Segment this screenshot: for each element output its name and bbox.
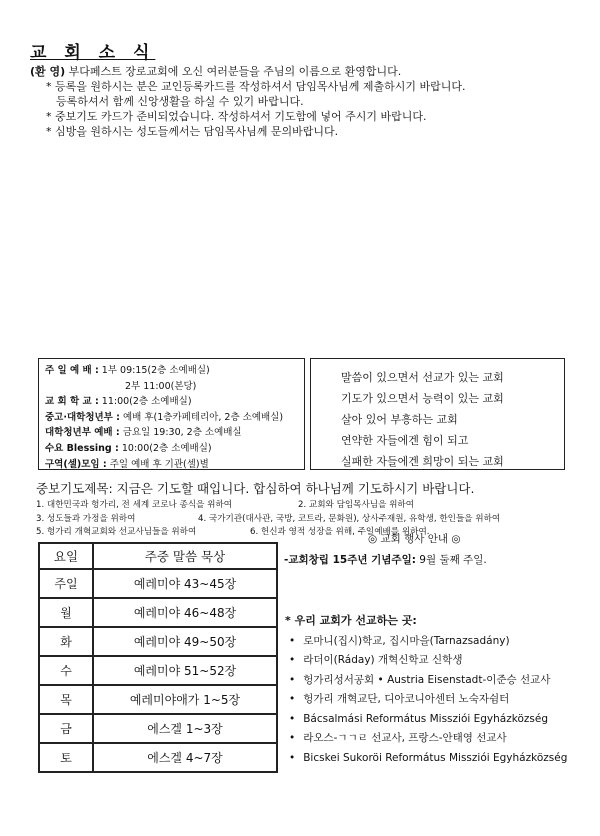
schedule-row — [45, 363, 298, 379]
welcome-label: (환 영) — [30, 65, 66, 78]
news-bullet: * 중보기도 카드가 준비되었습니다. 작성하셔서 기도함에 넣어 주시기 바랍니다. — [46, 110, 427, 123]
table-row — [39, 714, 277, 743]
schedule-text: 1부 09:15(2층 소예배실) — [101, 365, 210, 376]
church-motto-box — [310, 358, 565, 470]
schedule-label: 주 일 예 배 : — [45, 365, 99, 376]
schedule-label: 구역(셀)모임 : — [45, 458, 107, 470]
day-cell: 목 — [39, 685, 93, 714]
list-item: • 라오스-ㄱㄱㄹ 선교사, 프랑스-안태영 선교사 — [285, 729, 595, 749]
list-item: • 헝가리 개혁교단, 디아코니아센터 노숙자쉼터 — [285, 690, 595, 710]
prayer-item: 2. 교회와 담임목사님을 위하여 — [298, 500, 415, 510]
motto-line: 말씀이 있으면서 선교가 있는 교회 — [341, 371, 504, 384]
day-cell: 수 — [39, 656, 93, 685]
prayer-item: 5. 헝가리 개혁교회와 선교사님들을 위하여 — [36, 527, 197, 537]
schedule-row — [45, 457, 298, 473]
list-item: • Bácsalmási Református Missziói Egyházközség — [285, 710, 595, 730]
event-label: -교회창립 15주년 기념주일: — [284, 554, 416, 566]
day-cell: 금 — [39, 714, 93, 743]
table-header-row — [39, 543, 277, 569]
schedule-text: 10:00(2층 소예배실) — [121, 442, 212, 454]
prayer-text: 지금은 기도할 때입니다. 합심하여 하나님께 기도하시기 바랍니다. — [116, 481, 475, 496]
schedule-label: 중고·대학청년부 : — [45, 411, 120, 423]
news-section — [30, 64, 590, 139]
table-row — [39, 656, 277, 685]
day-cell: 월 — [39, 598, 93, 627]
prayer-items — [36, 499, 596, 540]
day-cell: 화 — [39, 627, 93, 656]
prayer-item: 3. 성도들과 가정을 위하여 — [36, 513, 136, 524]
news-bullet: 등록하셔서 함께 신앙생활을 하실 수 있기 바랍니다. — [56, 95, 304, 108]
table-row — [39, 685, 277, 714]
passage-cell: 에스겔 1~3장 — [93, 714, 277, 743]
list-item: • 로마니(집시)학교, 집시마을(Tarnazsadány) — [285, 632, 595, 652]
passage-cell: 예레미야애가 1~5장 — [93, 685, 277, 714]
prayer-label: 중보기도제목: — [36, 481, 113, 496]
news-title: 교 회 소 식 — [30, 43, 156, 63]
bible-reading-table — [38, 542, 278, 773]
header-passage: 주중 말씀 묵상 — [93, 543, 277, 569]
passage-cell: 예레미야 46~48장 — [93, 598, 277, 627]
passage-cell: 예레미야 49~50장 — [93, 627, 277, 656]
passage-cell: 에스겔 4~7장 — [93, 743, 277, 772]
day-cell: 주일 — [39, 569, 93, 598]
worship-schedule-box — [38, 358, 305, 470]
welcome-text: 부다페스트 장로교회에 오신 여러분들을 주님의 이름으로 환영합니다. — [68, 65, 402, 78]
prayer-item-row — [36, 499, 596, 513]
prayer-item: 1. 대한민국과 헝가리, 전 세계 코로나 종식을 위하여 — [36, 500, 233, 510]
list-item: • 헝가리성서공회 • Austria Eisenstadt-이준승 선교사 — [285, 671, 595, 691]
news-bullet: * 등록을 원하시는 분은 교인등록카드를 작성하셔서 담임목사님께 제출하시기 바랍니다. — [46, 80, 466, 93]
schedule-text: 주일 예배 후 기관(셀)별 — [109, 458, 209, 470]
schedule-label: 대학청년부 예배 : — [45, 427, 120, 439]
motto-line: 연약한 자들에겐 힘이 되고 — [341, 434, 469, 447]
prayer-item: 6. 헌신과 영적 성장을 위해, 주일예배를 위하여. — [250, 527, 430, 537]
schedule-text: 2부 11:00(본당) — [125, 380, 197, 392]
schedule-label: 교 회 학 교 : — [45, 396, 99, 408]
schedule-text: 금요일 19:30, 2층 소예배실 — [122, 427, 242, 439]
day-cell: 토 — [39, 743, 93, 772]
motto-line: 기도가 있으면서 능력이 있는 교회 — [341, 392, 504, 405]
welcome-line — [30, 64, 590, 79]
header-day: 요일 — [39, 543, 93, 569]
schedule-row — [45, 425, 298, 441]
schedule-label: 수요 Blessing : — [45, 442, 119, 454]
schedule-text: 예배 후(1층카페테리아, 2층 소예배실) — [123, 411, 284, 423]
event-text: 9월 둘째 주일. — [419, 554, 487, 566]
table-row — [39, 743, 277, 772]
event-item — [284, 552, 487, 567]
events-title: ◎ 교회 행사 안내 ◎ — [368, 533, 461, 545]
schedule-text: 11:00(2층 소예배실) — [101, 396, 192, 408]
mission-title: * 우리 교회가 선교하는 곳: — [285, 614, 417, 627]
list-item: • Bicskei Sukoröi Református Missziói Egyházközség — [285, 749, 595, 769]
prayer-section — [36, 479, 596, 540]
schedule-row — [45, 394, 298, 410]
prayer-heading — [36, 479, 596, 497]
table-row — [39, 598, 277, 627]
prayer-item: 4. 국가기관(대사관, 국방, 코트라, 문화원), 상사주재원, 유학생, 한인들을 위하여 — [198, 513, 501, 524]
motto-line: 실패한 자들에겐 희망이 되는 교회 — [341, 455, 504, 468]
table-row — [39, 569, 277, 598]
mission-list — [285, 632, 595, 769]
table-row — [39, 627, 277, 656]
list-item: • 라더이(Ráday) 개혁신학교 신학생 — [285, 651, 595, 671]
schedule-row — [45, 410, 298, 426]
prayer-item-row — [36, 526, 596, 540]
mission-section — [285, 611, 595, 768]
prayer-item-row — [36, 513, 596, 527]
passage-cell: 예레미야 43~45장 — [93, 569, 277, 598]
motto-line: 살아 있어 부흥하는 교회 — [341, 413, 458, 426]
passage-cell: 예레미야 51~52장 — [93, 656, 277, 685]
news-bullet: * 심방을 원하시는 성도들께서는 담임목사님께 문의바랍니다. — [46, 125, 339, 138]
schedule-row — [45, 379, 298, 395]
schedule-row — [45, 441, 298, 457]
